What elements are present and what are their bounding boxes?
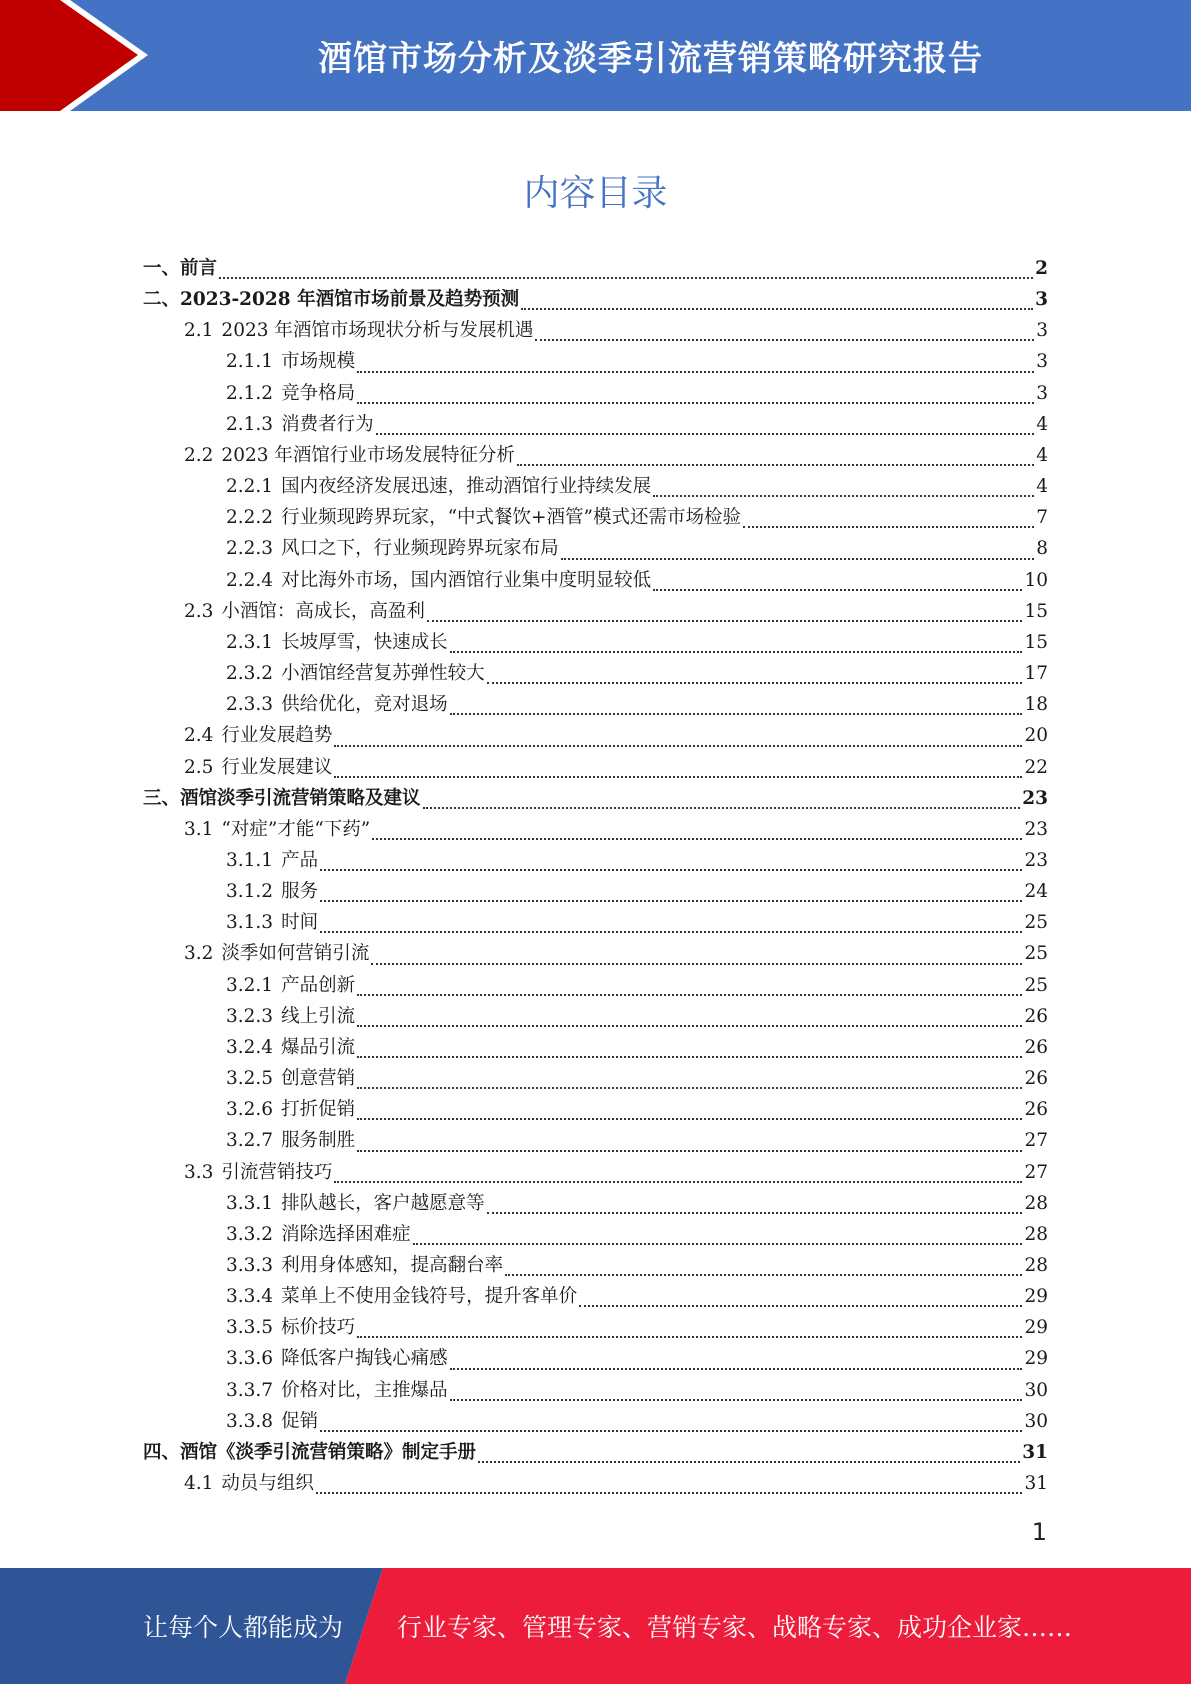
toc-entry[interactable] — [143, 379, 1048, 410]
toc-dot-leader — [357, 371, 1034, 373]
toc-entry-label: 时间 — [281, 912, 319, 934]
toc-entry-number: 2.2.2 — [226, 507, 274, 529]
toc-entry[interactable] — [143, 628, 1048, 659]
footer-slogan-left: 让每个人都能成为 — [143, 1613, 344, 1642]
toc-entry-page: 20 — [1024, 725, 1048, 747]
toc-entry-number: 2.3.3 — [226, 694, 274, 716]
toc-title: 内容目录 — [523, 173, 668, 214]
toc-entry-page: 10 — [1024, 569, 1048, 591]
toc-dot-leader — [521, 308, 1033, 310]
toc-dot-leader — [334, 776, 1022, 778]
toc-entry-page: 24 — [1024, 881, 1048, 903]
toc-entry-page: 29 — [1024, 1348, 1048, 1370]
toc-entry[interactable] — [143, 1438, 1048, 1469]
toc-entry[interactable] — [143, 503, 1048, 534]
toc-entry-page: 3 — [1035, 289, 1048, 311]
toc-entry-label: 酒馆《淡季引流营销策略》制定手册 — [180, 1441, 477, 1463]
toc-entry-label: “对症”才能“下药” — [221, 818, 371, 840]
toc-dot-leader — [413, 1243, 1023, 1245]
toc-entry-number: 3.1.3 — [226, 912, 274, 934]
toc-entry-page: 28 — [1024, 1192, 1048, 1214]
toc-entry[interactable] — [143, 441, 1048, 472]
toc-entry-label: 小酒馆：高成长，高盈利 — [221, 600, 425, 622]
toc-entry-page: 27 — [1024, 1161, 1048, 1183]
toc-entry-label: 动员与组织 — [221, 1473, 314, 1495]
toc-entry[interactable] — [143, 316, 1048, 347]
toc-entry-page: 3 — [1036, 320, 1048, 342]
table-of-contents — [143, 254, 1048, 1500]
toc-entry-number: 2.1.3 — [226, 413, 274, 435]
report-title: 酒馆市场分析及淡季引流营销策略研究报告 — [318, 39, 983, 79]
toc-entry[interactable] — [143, 846, 1048, 877]
toc-entry-page: 26 — [1024, 1036, 1048, 1058]
toc-entry-number: 3.3.3 — [226, 1255, 274, 1276]
toc-entry-label: 酒馆淡季引流营销策略及建议 — [180, 787, 421, 809]
toc-dot-leader — [372, 838, 1022, 840]
toc-entry-number: 2.3 — [184, 600, 214, 622]
toc-entry-number: 2.3.1 — [226, 631, 274, 653]
toc-entry[interactable] — [143, 1095, 1048, 1126]
toc-entry[interactable] — [143, 566, 1048, 597]
toc-entry-label: 创意营销 — [281, 1068, 356, 1090]
toc-entry[interactable] — [143, 1407, 1048, 1438]
toc-dot-leader — [219, 277, 1033, 279]
toc-entry-page: 25 — [1024, 974, 1048, 996]
toc-dot-leader — [334, 745, 1022, 747]
toc-entry-page: 28 — [1024, 1255, 1048, 1276]
toc-entry[interactable] — [143, 784, 1048, 815]
toc-dot-leader — [357, 1336, 1022, 1338]
toc-entry-number: 3.2.4 — [226, 1036, 274, 1058]
toc-entry-label: 打折促销 — [281, 1099, 356, 1121]
toc-entry-number: 一、 — [143, 258, 181, 279]
toc-entry-label: 产品创新 — [281, 974, 356, 996]
toc-entry-number: 3.2.6 — [226, 1099, 274, 1121]
toc-entry-label: 竞争格局 — [281, 382, 356, 404]
toc-entry-label: 产品 — [281, 849, 319, 871]
toc-dot-leader — [487, 1212, 1023, 1214]
toc-entry-label: 行业发展建议 — [221, 756, 333, 778]
toc-entry-page: 31 — [1022, 1441, 1048, 1463]
toc-entry-number: 3.3.2 — [226, 1223, 274, 1245]
toc-entry-page: 27 — [1024, 1130, 1048, 1152]
toc-entry-label: 对比海外市场，国内酒馆行业集中度明显较低 — [281, 569, 652, 591]
toc-entry[interactable] — [143, 1469, 1048, 1500]
toc-entry[interactable] — [143, 815, 1048, 846]
toc-entry-number: 2.2 — [184, 444, 214, 466]
toc-entry-number: 3.2.7 — [226, 1130, 274, 1152]
toc-dot-leader — [357, 1150, 1022, 1152]
toc-entry-page: 2 — [1035, 258, 1048, 279]
toc-entry-number: 3.3.7 — [226, 1379, 274, 1401]
toc-entry-page: 8 — [1036, 538, 1048, 560]
toc-entry-number: 2.1 — [184, 320, 214, 342]
toc-entry-label: 促销 — [281, 1410, 319, 1432]
toc-entry-number: 3.2.5 — [226, 1068, 274, 1090]
toc-entry[interactable] — [143, 1282, 1048, 1313]
toc-entry-number: 2.4 — [184, 725, 214, 747]
toc-dot-leader — [478, 1461, 1020, 1463]
toc-entry-number: 3.3.4 — [226, 1286, 274, 1308]
toc-entry-label: 2023 年酒馆行业市场发展特征分析 — [221, 444, 515, 466]
toc-dot-leader — [320, 869, 1022, 871]
toc-entry[interactable] — [143, 939, 1048, 970]
toc-entry-number: 3.3.1 — [226, 1192, 274, 1214]
toc-entry-number: 4.1 — [184, 1473, 214, 1495]
toc-entry[interactable] — [143, 1376, 1048, 1407]
toc-entry-page: 3 — [1036, 382, 1048, 404]
toc-entry-label: 供给优化，竞对退场 — [281, 694, 448, 716]
toc-dot-leader — [535, 339, 1034, 341]
page-number: 1 — [1031, 1518, 1047, 1546]
toc-dot-leader — [376, 433, 1035, 435]
toc-entry-number: 2.2.4 — [226, 569, 274, 591]
toc-entry-label: 利用身体感知，提高翻台率 — [281, 1255, 504, 1276]
footer-slogan-right: 行业专家、管理专家、营销专家、战略专家、成功企业家…… — [397, 1613, 1073, 1642]
toc-entry-label: 风口之下，行业频现跨界玩家布局 — [281, 538, 559, 560]
toc-entry-page: 23 — [1024, 818, 1048, 840]
toc-dot-leader — [316, 1492, 1023, 1494]
toc-entry-page: 26 — [1024, 1005, 1048, 1027]
toc-entry-number: 2.3.2 — [226, 663, 274, 685]
toc-entry-number: 3.2.3 — [226, 1005, 274, 1027]
toc-entry-number: 四、 — [143, 1441, 181, 1463]
toc-entry-page: 23 — [1022, 787, 1048, 809]
toc-entry-page: 28 — [1024, 1223, 1048, 1245]
toc-dot-leader — [357, 1118, 1022, 1120]
toc-dot-leader — [427, 620, 1023, 622]
toc-entry[interactable] — [143, 597, 1048, 628]
toc-entry-page: 4 — [1036, 413, 1048, 435]
toc-entry-number: 3.2 — [184, 943, 214, 965]
toc-entry-page: 22 — [1024, 756, 1048, 778]
toc-entry-page: 30 — [1024, 1379, 1048, 1401]
toc-entry-label: 爆品引流 — [281, 1036, 356, 1058]
toc-entry[interactable] — [143, 1344, 1048, 1375]
toc-entry-page: 4 — [1036, 476, 1048, 498]
toc-entry-label: 行业频现跨界玩家，“中式餐饮+酒管”模式还需市场检验 — [281, 507, 741, 529]
toc-dot-leader — [320, 900, 1022, 902]
toc-entry-label: 淡季如何营销引流 — [221, 943, 370, 965]
toc-dot-leader — [505, 1274, 1022, 1276]
toc-entry-number: 3.1.2 — [226, 881, 274, 903]
toc-entry-label: 市场规模 — [281, 351, 356, 373]
toc-dot-leader — [561, 558, 1035, 560]
toc-entry-page: 26 — [1024, 1068, 1048, 1090]
toc-entry[interactable] — [143, 347, 1048, 378]
toc-entry[interactable] — [143, 1033, 1048, 1064]
toc-entry[interactable] — [143, 908, 1048, 939]
toc-entry[interactable] — [143, 1189, 1048, 1220]
toc-entry-number: 3.3 — [184, 1161, 214, 1183]
toc-entry[interactable] — [143, 410, 1048, 441]
toc-entry-number: 2.2.3 — [226, 538, 274, 560]
toc-entry[interactable] — [143, 877, 1048, 908]
toc-entry-page: 4 — [1036, 444, 1048, 466]
toc-entry[interactable] — [143, 1220, 1048, 1251]
toc-entry-label: 前言 — [180, 258, 218, 279]
toc-entry-number: 3.1.1 — [226, 849, 274, 871]
toc-entry-page: 30 — [1024, 1410, 1048, 1432]
toc-dot-leader — [450, 651, 1023, 653]
toc-entry-number: 3.3.6 — [226, 1348, 274, 1370]
toc-dot-leader — [357, 1025, 1022, 1027]
toc-entry-label: 2023-2028 年酒馆市场前景及趋势预测 — [180, 289, 520, 311]
toc-dot-leader — [653, 589, 1022, 591]
toc-entry-label: 长坡厚雪，快速成长 — [281, 631, 448, 653]
toc-entry-label: 国内夜经济发展迅速，推动酒馆行业持续发展 — [281, 476, 652, 498]
toc-dot-leader — [450, 713, 1023, 715]
toc-entry-number: 2.1.1 — [226, 351, 274, 373]
toc-entry-label: 2023 年酒馆市场现状分析与发展机遇 — [221, 320, 534, 342]
toc-entry-label: 排队越长，客户越愿意等 — [281, 1192, 485, 1214]
toc-entry-label: 服务制胜 — [281, 1130, 356, 1152]
toc-entry-label: 引流营销技巧 — [221, 1161, 333, 1183]
report-header — [0, 0, 1191, 111]
toc-dot-leader — [450, 1399, 1023, 1401]
toc-entry-page: 25 — [1024, 943, 1048, 965]
toc-dot-leader — [357, 1087, 1022, 1089]
toc-dot-leader — [450, 1368, 1023, 1370]
toc-entry-number: 3.3.5 — [226, 1317, 274, 1339]
toc-entry-page: 23 — [1024, 849, 1048, 871]
toc-entry[interactable] — [143, 690, 1048, 721]
toc-entry-label: 标价技巧 — [281, 1317, 356, 1339]
toc-entry-page: 7 — [1036, 507, 1048, 529]
toc-entry[interactable] — [143, 1002, 1048, 1033]
toc-entry-number: 3.2.1 — [226, 974, 274, 996]
toc-entry-page: 29 — [1024, 1286, 1048, 1308]
toc-entry-number: 2.2.1 — [226, 476, 274, 498]
toc-entry-page: 31 — [1024, 1473, 1048, 1495]
toc-dot-leader — [357, 994, 1022, 996]
toc-entry-label: 线上引流 — [281, 1005, 356, 1027]
toc-entry[interactable] — [143, 472, 1048, 503]
toc-dot-leader — [320, 1430, 1022, 1432]
toc-entry[interactable] — [143, 1251, 1048, 1282]
toc-entry-label: 价格对比，主推爆品 — [281, 1379, 448, 1401]
toc-entry[interactable] — [143, 254, 1048, 285]
toc-entry-label: 消费者行为 — [281, 413, 374, 435]
toc-entry[interactable] — [143, 285, 1048, 316]
toc-entry-number: 2.1.2 — [226, 382, 274, 404]
header-arrow-graphic — [0, 0, 160, 111]
toc-dot-leader — [334, 1181, 1022, 1183]
toc-entry[interactable] — [143, 1158, 1048, 1189]
toc-entry-number: 三、 — [143, 787, 181, 809]
toc-entry[interactable] — [143, 1126, 1048, 1157]
toc-entry-page: 29 — [1024, 1317, 1048, 1339]
toc-entry-number: 2.5 — [184, 756, 214, 778]
toc-entry-page: 25 — [1024, 912, 1048, 934]
toc-entry[interactable] — [143, 534, 1048, 565]
toc-entry-label: 行业发展趋势 — [221, 725, 333, 747]
toc-dot-leader — [517, 464, 1034, 466]
toc-entry[interactable] — [143, 753, 1048, 784]
toc-entry-page: 15 — [1024, 631, 1048, 653]
toc-entry-page: 15 — [1024, 600, 1048, 622]
toc-entry-page: 26 — [1024, 1099, 1048, 1121]
toc-entry-label: 小酒馆经营复苏弹性较大 — [281, 663, 485, 685]
toc-entry[interactable] — [143, 1064, 1048, 1095]
toc-entry-number: 3.3.8 — [226, 1410, 274, 1432]
toc-dot-leader — [423, 807, 1021, 809]
toc-dot-leader — [357, 402, 1034, 404]
toc-entry[interactable] — [143, 659, 1048, 690]
page-footer — [0, 1568, 1191, 1684]
toc-entry-label: 消除选择困难症 — [281, 1223, 411, 1245]
toc-entry-label: 菜单上不使用金钱符号，提升客单价 — [281, 1286, 578, 1308]
toc-dot-leader — [357, 1056, 1022, 1058]
toc-dot-leader — [653, 495, 1034, 497]
toc-entry-number: 二、 — [143, 289, 181, 311]
toc-dot-leader — [743, 526, 1034, 528]
toc-entry-label: 服务 — [281, 881, 319, 903]
toc-entry-page: 18 — [1024, 694, 1048, 716]
toc-entry-page: 17 — [1024, 663, 1048, 685]
toc-dot-leader — [579, 1305, 1022, 1307]
toc-entry[interactable] — [143, 971, 1048, 1002]
toc-entry[interactable] — [143, 721, 1048, 752]
toc-entry-number: 3.1 — [184, 818, 214, 840]
toc-entry[interactable] — [143, 1313, 1048, 1344]
toc-entry-page: 3 — [1036, 351, 1048, 373]
toc-dot-leader — [487, 682, 1023, 684]
toc-dot-leader — [320, 931, 1022, 933]
toc-entry-label: 降低客户掏钱心痛感 — [281, 1348, 448, 1370]
toc-dot-leader — [371, 963, 1022, 965]
